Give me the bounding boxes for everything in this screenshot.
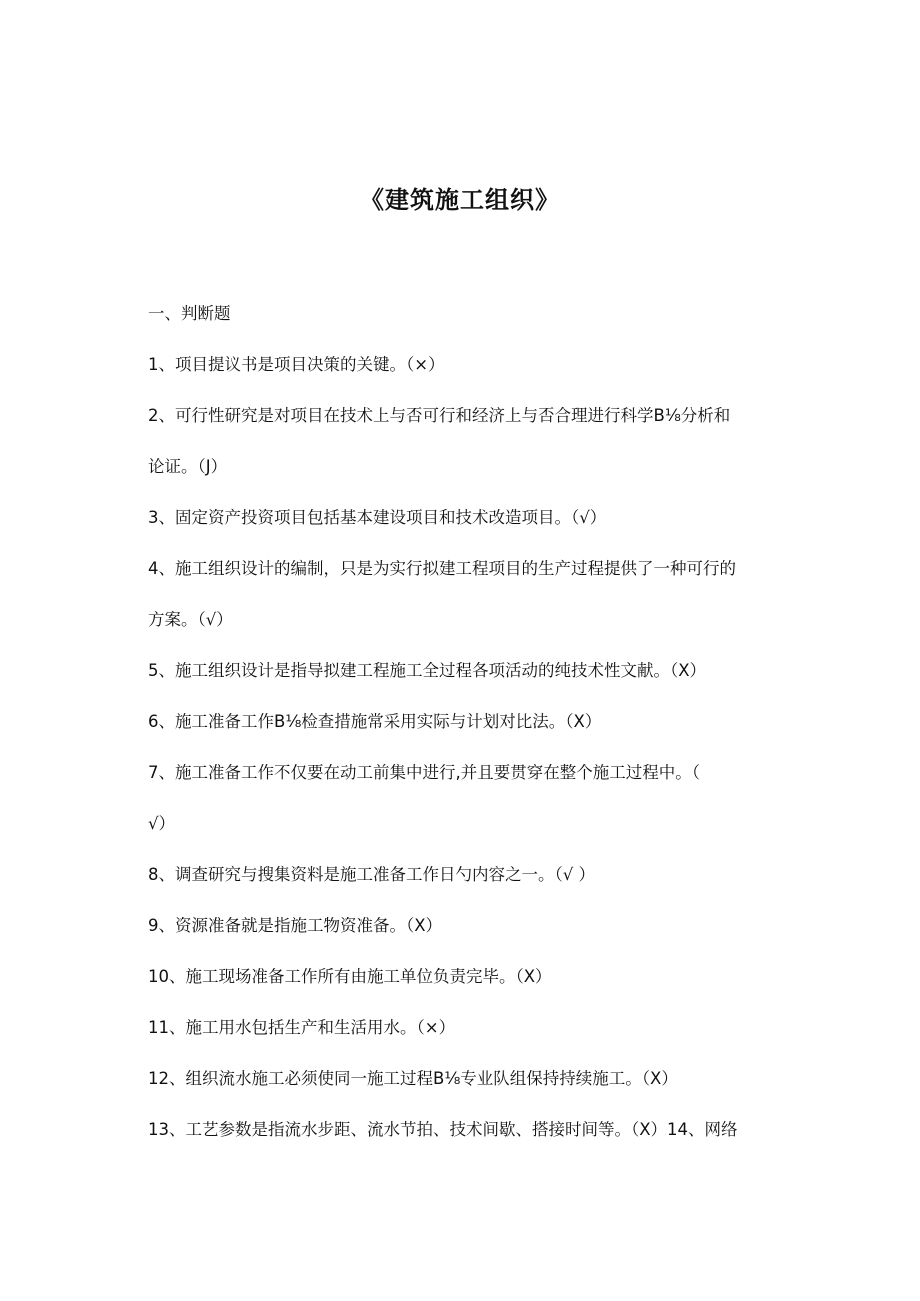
- text-line: 1、项目提议书是项目决策的关键。（×）: [148, 355, 445, 374]
- text-line: 13、工艺参数是指流水步距、流水节拍、技术间歇、搭接时间等。（X）14、网络: [148, 1120, 738, 1139]
- text-line: 10、施工现场准备工作所有由施工单位负责完毕。（X）: [148, 967, 552, 986]
- text-line: √）: [148, 814, 176, 833]
- section-heading: 一、判断题: [148, 304, 231, 323]
- text-line: 论证。（J）: [148, 457, 228, 476]
- text-line: 11、施工用水包括生产和生活用水。（×）: [148, 1018, 456, 1037]
- text-line: 6、施工准备工作B⅛检查措施常采用实际与计划对比法。（X）: [148, 712, 602, 731]
- document-title: 《建筑施工组织》: [360, 185, 560, 214]
- text-line: 5、施工组织设计是指导拟建工程施工全过程各项活动的纯技术性文献。（X）: [148, 661, 707, 680]
- text-line: 3、固定资产投资项目包括基本建设项目和技术改造项目。（√）: [148, 508, 607, 527]
- text-line: 2、可行性研究是对项目在技术上与否可行和经济上与否合理进行科学B⅛分析和: [148, 406, 731, 425]
- text-line: 4、施工组织设计的编制，只是为实行拟建工程项目的生产过程提供了一种可行的: [148, 559, 736, 578]
- text-line: 9、资源准备就是指施工物资准备。（X）: [148, 916, 443, 935]
- text-line: 7、施工准备工作不仅要在动工前集中进行,并且要贯穿在整个施工过程中。（: [148, 763, 700, 782]
- text-line: 方案。（√）: [148, 610, 233, 629]
- text-line: 8、调查研究与搜集资料是施工准备工作日勺内容之一。（√ ）: [148, 865, 596, 884]
- text-line: 12、组织流水施工必须使同一施工过程B⅛专业队组保持持续施工。（X）: [148, 1069, 678, 1088]
